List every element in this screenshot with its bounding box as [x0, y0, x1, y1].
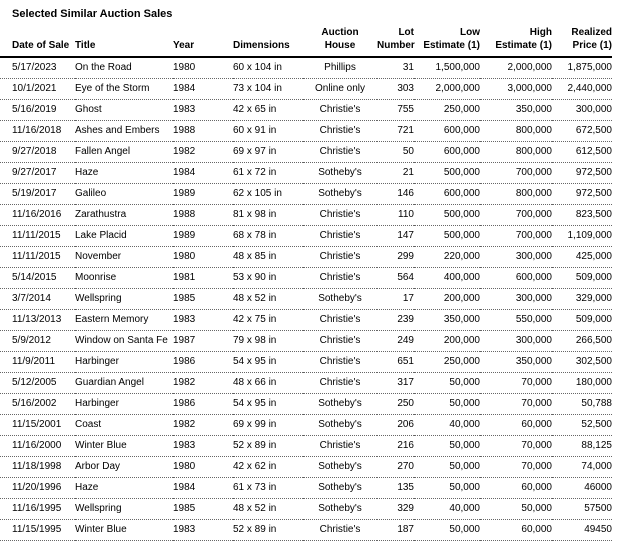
- cell-realized_price: 972,500: [552, 184, 612, 205]
- cell-high_estimate: 3,000,000: [480, 79, 552, 100]
- cell-realized_price: 329,000: [552, 289, 612, 310]
- column-header-date_of_sale: [0, 20, 75, 57]
- cell-title: November: [75, 247, 173, 268]
- cell-year: 1989: [173, 226, 233, 247]
- cell-dimensions: 61 x 72 in: [233, 163, 303, 184]
- cell-title: Wellspring: [75, 289, 173, 310]
- cell-realized_price: 180,000: [552, 373, 612, 394]
- cell-high_estimate: 70,000: [480, 394, 552, 415]
- table-row: [0, 394, 612, 415]
- cell-lot_number: 135: [377, 478, 414, 499]
- cell-date_of_sale: 11/20/1996: [0, 478, 75, 499]
- cell-dimensions: 48 x 52 in: [233, 499, 303, 520]
- cell-dimensions: 79 x 98 in: [233, 331, 303, 352]
- table-body: [0, 57, 612, 541]
- cell-date_of_sale: 11/16/1995: [0, 499, 75, 520]
- cell-low_estimate: 40,000: [414, 499, 480, 520]
- cell-title: Winter Blue: [75, 520, 173, 541]
- column-header-label: Lot: [398, 27, 414, 38]
- cell-lot_number: 317: [377, 373, 414, 394]
- cell-date_of_sale: 9/27/2018: [0, 142, 75, 163]
- cell-year: 1980: [173, 57, 233, 79]
- table-row: [0, 373, 612, 394]
- cell-date_of_sale: 11/11/2015: [0, 226, 75, 247]
- column-header-label: Estimate (1): [423, 40, 480, 51]
- table-row: [0, 205, 612, 226]
- cell-auction_house: Christie's: [303, 100, 377, 121]
- table-row: [0, 352, 612, 373]
- cell-date_of_sale: 5/9/2012: [0, 331, 75, 352]
- table-row: [0, 457, 612, 478]
- cell-auction_house: Online only: [303, 79, 377, 100]
- cell-high_estimate: 800,000: [480, 142, 552, 163]
- column-header-realized_price: [552, 20, 612, 57]
- cell-title: Winter Blue: [75, 436, 173, 457]
- cell-date_of_sale: 5/12/2005: [0, 373, 75, 394]
- cell-auction_house: Sotheby's: [303, 457, 377, 478]
- cell-dimensions: 54 x 95 in: [233, 352, 303, 373]
- column-header-label: Realized: [571, 27, 612, 38]
- cell-dimensions: 53 x 90 in: [233, 268, 303, 289]
- cell-title: Ghost: [75, 100, 173, 121]
- cell-date_of_sale: 5/17/2023: [0, 57, 75, 79]
- cell-auction_house: Sotheby's: [303, 499, 377, 520]
- cell-auction_house: Sotheby's: [303, 289, 377, 310]
- cell-low_estimate: 400,000: [414, 268, 480, 289]
- cell-low_estimate: 50,000: [414, 373, 480, 394]
- cell-auction_house: Christie's: [303, 205, 377, 226]
- cell-dimensions: 69 x 97 in: [233, 142, 303, 163]
- cell-low_estimate: 350,000: [414, 310, 480, 331]
- cell-lot_number: 249: [377, 331, 414, 352]
- cell-realized_price: 57500: [552, 499, 612, 520]
- cell-high_estimate: 350,000: [480, 352, 552, 373]
- cell-low_estimate: 200,000: [414, 289, 480, 310]
- column-header-label: Auction: [321, 27, 359, 38]
- cell-title: Moonrise: [75, 268, 173, 289]
- cell-lot_number: 270: [377, 457, 414, 478]
- column-header-title: [75, 20, 173, 57]
- column-header-label: Estimate (1): [495, 40, 552, 51]
- table-row: [0, 57, 612, 79]
- cell-realized_price: 74,000: [552, 457, 612, 478]
- table-row: [0, 184, 612, 205]
- cell-title: Zarathustra: [75, 205, 173, 226]
- cell-date_of_sale: 5/14/2015: [0, 268, 75, 289]
- cell-title: Lake Placid: [75, 226, 173, 247]
- cell-year: 1983: [173, 100, 233, 121]
- cell-low_estimate: 250,000: [414, 100, 480, 121]
- cell-auction_house: Christie's: [303, 520, 377, 541]
- cell-high_estimate: 600,000: [480, 268, 552, 289]
- cell-date_of_sale: 11/9/2011: [0, 352, 75, 373]
- cell-high_estimate: 70,000: [480, 373, 552, 394]
- cell-realized_price: 612,500: [552, 142, 612, 163]
- cell-date_of_sale: 10/1/2021: [0, 79, 75, 100]
- cell-high_estimate: 550,000: [480, 310, 552, 331]
- cell-title: Guardian Angel: [75, 373, 173, 394]
- cell-year: 1983: [173, 520, 233, 541]
- cell-high_estimate: 70,000: [480, 457, 552, 478]
- cell-low_estimate: 600,000: [414, 184, 480, 205]
- cell-auction_house: Christie's: [303, 310, 377, 331]
- cell-year: 1988: [173, 205, 233, 226]
- cell-title: On the Road: [75, 57, 173, 79]
- cell-date_of_sale: 9/27/2017: [0, 163, 75, 184]
- table-row: [0, 331, 612, 352]
- cell-auction_house: Christie's: [303, 247, 377, 268]
- cell-auction_house: Christie's: [303, 226, 377, 247]
- cell-dimensions: 60 x 104 in: [233, 57, 303, 79]
- cell-date_of_sale: 11/15/2001: [0, 415, 75, 436]
- cell-title: Galileo: [75, 184, 173, 205]
- column-header-label: High: [529, 27, 552, 38]
- cell-realized_price: 50,788: [552, 394, 612, 415]
- cell-year: 1986: [173, 394, 233, 415]
- cell-dimensions: 42 x 62 in: [233, 457, 303, 478]
- cell-lot_number: 564: [377, 268, 414, 289]
- cell-lot_number: 146: [377, 184, 414, 205]
- cell-lot_number: 31: [377, 57, 414, 79]
- cell-title: Haze: [75, 478, 173, 499]
- cell-realized_price: 1,109,000: [552, 226, 612, 247]
- cell-year: 1984: [173, 79, 233, 100]
- column-header-high_estimate: [480, 20, 552, 57]
- cell-date_of_sale: 11/13/2013: [0, 310, 75, 331]
- table-row: [0, 100, 612, 121]
- cell-year: 1982: [173, 373, 233, 394]
- cell-dimensions: 52 x 89 in: [233, 436, 303, 457]
- cell-year: 1989: [173, 184, 233, 205]
- cell-dimensions: 81 x 98 in: [233, 205, 303, 226]
- cell-auction_house: Phillips: [303, 57, 377, 79]
- cell-date_of_sale: 11/18/1998: [0, 457, 75, 478]
- cell-lot_number: 206: [377, 415, 414, 436]
- cell-low_estimate: 250,000: [414, 352, 480, 373]
- cell-title: Eastern Memory: [75, 310, 173, 331]
- cell-high_estimate: 700,000: [480, 163, 552, 184]
- column-header-label: Year: [173, 40, 195, 51]
- column-header-auction_house: [303, 20, 377, 57]
- cell-year: 1984: [173, 478, 233, 499]
- table-row: [0, 142, 612, 163]
- cell-year: 1988: [173, 121, 233, 142]
- column-header-lot_number: [377, 20, 414, 57]
- cell-year: 1982: [173, 415, 233, 436]
- cell-year: 1986: [173, 352, 233, 373]
- cell-realized_price: 49450: [552, 520, 612, 541]
- cell-low_estimate: 50,000: [414, 520, 480, 541]
- table-row: [0, 499, 612, 520]
- cell-high_estimate: 60,000: [480, 415, 552, 436]
- column-header-dimensions: [233, 20, 303, 57]
- cell-low_estimate: 1,500,000: [414, 57, 480, 79]
- cell-lot_number: 239: [377, 310, 414, 331]
- cell-high_estimate: 70,000: [480, 436, 552, 457]
- cell-high_estimate: 300,000: [480, 247, 552, 268]
- cell-dimensions: 62 x 105 in: [233, 184, 303, 205]
- cell-date_of_sale: 5/16/2019: [0, 100, 75, 121]
- table-row: [0, 268, 612, 289]
- cell-low_estimate: 2,000,000: [414, 79, 480, 100]
- cell-dimensions: 52 x 89 in: [233, 520, 303, 541]
- cell-high_estimate: 60,000: [480, 478, 552, 499]
- cell-date_of_sale: 11/15/1995: [0, 520, 75, 541]
- cell-auction_house: Christie's: [303, 352, 377, 373]
- cell-realized_price: 972,500: [552, 163, 612, 184]
- cell-lot_number: 17: [377, 289, 414, 310]
- table-header: [0, 20, 612, 57]
- cell-lot_number: 755: [377, 100, 414, 121]
- table-row: [0, 520, 612, 541]
- cell-high_estimate: 50,000: [480, 499, 552, 520]
- cell-low_estimate: 50,000: [414, 436, 480, 457]
- table-row: [0, 163, 612, 184]
- cell-date_of_sale: 3/7/2014: [0, 289, 75, 310]
- cell-dimensions: 60 x 91 in: [233, 121, 303, 142]
- cell-lot_number: 329: [377, 499, 414, 520]
- column-header-label: Low: [460, 27, 480, 38]
- table-row: [0, 79, 612, 100]
- cell-date_of_sale: 11/11/2015: [0, 247, 75, 268]
- cell-lot_number: 651: [377, 352, 414, 373]
- cell-low_estimate: 500,000: [414, 226, 480, 247]
- cell-auction_house: Christie's: [303, 268, 377, 289]
- cell-realized_price: 823,500: [552, 205, 612, 226]
- cell-year: 1980: [173, 247, 233, 268]
- cell-auction_house: Christie's: [303, 121, 377, 142]
- cell-realized_price: 266,500: [552, 331, 612, 352]
- cell-dimensions: 69 x 99 in: [233, 415, 303, 436]
- cell-realized_price: 302,500: [552, 352, 612, 373]
- cell-high_estimate: 700,000: [480, 226, 552, 247]
- cell-title: Arbor Day: [75, 457, 173, 478]
- column-header-label: Dimensions: [233, 40, 290, 51]
- cell-low_estimate: 50,000: [414, 457, 480, 478]
- cell-high_estimate: 800,000: [480, 121, 552, 142]
- cell-low_estimate: 50,000: [414, 478, 480, 499]
- column-header-label: Number: [377, 40, 415, 51]
- cell-date_of_sale: 11/16/2018: [0, 121, 75, 142]
- cell-title: Harbinger: [75, 394, 173, 415]
- cell-title: Wellspring: [75, 499, 173, 520]
- cell-realized_price: 509,000: [552, 310, 612, 331]
- cell-year: 1985: [173, 289, 233, 310]
- cell-lot_number: 721: [377, 121, 414, 142]
- cell-lot_number: 303: [377, 79, 414, 100]
- cell-realized_price: 52,500: [552, 415, 612, 436]
- cell-realized_price: 2,440,000: [552, 79, 612, 100]
- cell-auction_house: Christie's: [303, 436, 377, 457]
- cell-realized_price: 88,125: [552, 436, 612, 457]
- cell-high_estimate: 700,000: [480, 205, 552, 226]
- cell-dimensions: 48 x 52 in: [233, 289, 303, 310]
- cell-title: Eye of the Storm: [75, 79, 173, 100]
- cell-realized_price: 425,000: [552, 247, 612, 268]
- cell-date_of_sale: 11/16/2000: [0, 436, 75, 457]
- cell-auction_house: Sotheby's: [303, 163, 377, 184]
- cell-realized_price: 300,000: [552, 100, 612, 121]
- cell-title: Fallen Angel: [75, 142, 173, 163]
- cell-dimensions: 61 x 73 in: [233, 478, 303, 499]
- cell-date_of_sale: 11/16/2016: [0, 205, 75, 226]
- cell-high_estimate: 800,000: [480, 184, 552, 205]
- table-row: [0, 226, 612, 247]
- table-row: [0, 478, 612, 499]
- cell-year: 1983: [173, 310, 233, 331]
- column-header-label: House: [324, 40, 356, 51]
- cell-low_estimate: 500,000: [414, 163, 480, 184]
- column-header-low_estimate: [414, 20, 480, 57]
- table-row: [0, 121, 612, 142]
- cell-year: 1981: [173, 268, 233, 289]
- table-row: [0, 436, 612, 457]
- cell-date_of_sale: 5/16/2002: [0, 394, 75, 415]
- cell-high_estimate: 60,000: [480, 520, 552, 541]
- cell-title: Harbinger: [75, 352, 173, 373]
- cell-date_of_sale: 5/19/2017: [0, 184, 75, 205]
- cell-high_estimate: 350,000: [480, 100, 552, 121]
- cell-realized_price: 509,000: [552, 268, 612, 289]
- cell-high_estimate: 300,000: [480, 331, 552, 352]
- cell-auction_house: Christie's: [303, 142, 377, 163]
- column-header-label: Date of Sale: [12, 40, 70, 51]
- cell-low_estimate: 600,000: [414, 142, 480, 163]
- table-header-row: [0, 20, 612, 57]
- cell-realized_price: 46000: [552, 478, 612, 499]
- cell-year: 1987: [173, 331, 233, 352]
- cell-low_estimate: 600,000: [414, 121, 480, 142]
- column-header-year: [173, 20, 233, 57]
- cell-dimensions: 54 x 95 in: [233, 394, 303, 415]
- cell-title: Coast: [75, 415, 173, 436]
- cell-dimensions: 42 x 75 in: [233, 310, 303, 331]
- cell-dimensions: 73 x 104 in: [233, 79, 303, 100]
- cell-year: 1985: [173, 499, 233, 520]
- cell-lot_number: 250: [377, 394, 414, 415]
- cell-lot_number: 50: [377, 142, 414, 163]
- cell-auction_house: Christie's: [303, 373, 377, 394]
- cell-dimensions: 48 x 66 in: [233, 373, 303, 394]
- cell-year: 1984: [173, 163, 233, 184]
- column-header-label: Title: [75, 40, 96, 51]
- cell-lot_number: 110: [377, 205, 414, 226]
- cell-lot_number: 187: [377, 520, 414, 541]
- cell-year: 1980: [173, 457, 233, 478]
- table-row: [0, 289, 612, 310]
- cell-year: 1982: [173, 142, 233, 163]
- cell-low_estimate: 50,000: [414, 394, 480, 415]
- cell-dimensions: 48 x 85 in: [233, 247, 303, 268]
- cell-low_estimate: 500,000: [414, 205, 480, 226]
- cell-auction_house: Christie's: [303, 331, 377, 352]
- cell-auction_house: Sotheby's: [303, 394, 377, 415]
- cell-lot_number: 216: [377, 436, 414, 457]
- cell-title: Ashes and Embers: [75, 121, 173, 142]
- cell-lot_number: 299: [377, 247, 414, 268]
- table-row: [0, 415, 612, 436]
- cell-high_estimate: 300,000: [480, 289, 552, 310]
- column-header-label: Price (1): [572, 40, 612, 51]
- cell-low_estimate: 220,000: [414, 247, 480, 268]
- table-row: [0, 247, 612, 268]
- cell-realized_price: 672,500: [552, 121, 612, 142]
- cell-lot_number: 21: [377, 163, 414, 184]
- cell-low_estimate: 200,000: [414, 331, 480, 352]
- cell-auction_house: Sotheby's: [303, 415, 377, 436]
- cell-low_estimate: 40,000: [414, 415, 480, 436]
- cell-title: Window on Santa Fe: [75, 331, 173, 352]
- page-title: Selected Similar Auction Sales: [12, 8, 173, 20]
- cell-dimensions: 68 x 78 in: [233, 226, 303, 247]
- table-row: [0, 310, 612, 331]
- cell-year: 1983: [173, 436, 233, 457]
- cell-title: Haze: [75, 163, 173, 184]
- cell-dimensions: 42 x 65 in: [233, 100, 303, 121]
- cell-auction_house: Sotheby's: [303, 184, 377, 205]
- cell-high_estimate: 2,000,000: [480, 57, 552, 79]
- cell-realized_price: 1,875,000: [552, 57, 612, 79]
- auction-sales-table: [0, 20, 612, 541]
- cell-lot_number: 147: [377, 226, 414, 247]
- cell-auction_house: Sotheby's: [303, 478, 377, 499]
